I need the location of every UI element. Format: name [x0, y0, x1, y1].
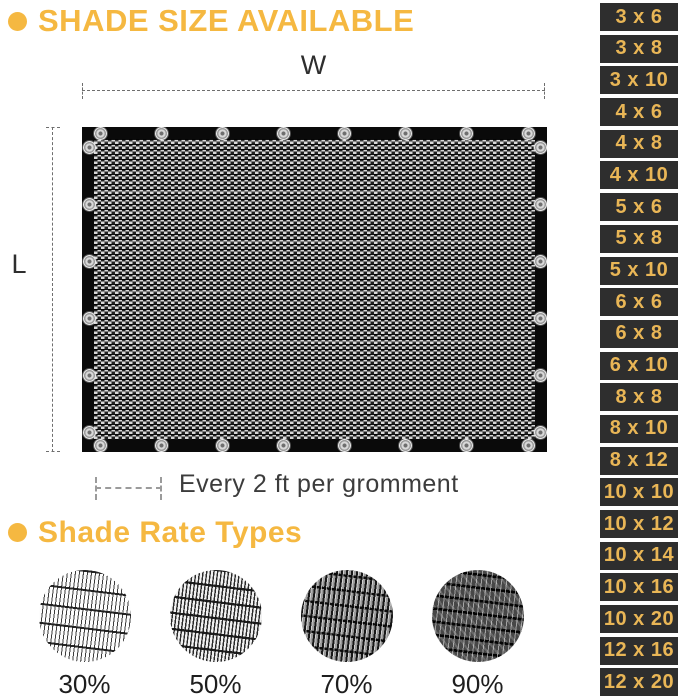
- size-badge: 4 x 6: [600, 98, 678, 126]
- shade-rate-title: Shade Rate Types: [38, 516, 303, 549]
- size-available-title: SHADE SIZE AVAILABLE: [38, 3, 415, 38]
- measure-tick-icon: [46, 127, 60, 128]
- size-badge: 12 x 20: [600, 668, 678, 696]
- shade-rate-label: 90%: [451, 669, 504, 698]
- size-badge: 8 x 8: [600, 383, 678, 411]
- grommet-icon: [399, 439, 412, 452]
- grommet-spacing-bracket: [95, 477, 162, 500]
- size-badge: 4 x 8: [600, 130, 678, 158]
- grommet-icon: [534, 426, 547, 439]
- grommet-icon: [277, 439, 290, 452]
- shade-rate-label: 50%: [189, 669, 242, 698]
- size-badge: 6 x 10: [600, 352, 678, 380]
- grommet-icon: [83, 141, 96, 154]
- shade-rate-sample: [169, 570, 262, 698]
- grommet-icon: [534, 369, 547, 382]
- size-available-heading: [8, 4, 414, 39]
- grommet-icon: [534, 312, 547, 325]
- width-label: W: [300, 50, 327, 80]
- size-badge: 6 x 6: [600, 288, 678, 316]
- size-badge: 8 x 10: [600, 415, 678, 443]
- size-list: [600, 3, 678, 696]
- size-badge: 5 x 6: [600, 193, 678, 221]
- grommet-icon: [534, 141, 547, 154]
- bracket-tick-icon: [95, 477, 97, 500]
- grommet-icon: [83, 369, 96, 382]
- grommet-icon: [338, 439, 351, 452]
- size-badge: 10 x 14: [600, 542, 678, 570]
- width-measure-line: [82, 90, 545, 91]
- size-badge: 10 x 10: [600, 478, 678, 506]
- grommet-icon: [83, 312, 96, 325]
- length-label: L: [11, 249, 27, 279]
- grommet-spacing-note: Every 2 ft per gromment: [179, 470, 459, 498]
- grommet-icon: [155, 439, 168, 452]
- shade-rate-sample: [431, 570, 524, 698]
- length-measure-line: [52, 127, 53, 452]
- bullet-dot-icon: [8, 12, 27, 31]
- bullet-dot-icon: [8, 523, 27, 542]
- bracket-line-icon: [95, 487, 162, 489]
- size-badge: 3 x 6: [600, 3, 678, 31]
- size-badge: 10 x 16: [600, 573, 678, 601]
- size-badge: 3 x 8: [600, 35, 678, 63]
- size-badge: 5 x 8: [600, 225, 678, 253]
- grommet-icon: [83, 198, 96, 211]
- grommet-icon: [277, 127, 290, 140]
- grommet-icon: [216, 127, 229, 140]
- size-badge: 5 x 10: [600, 257, 678, 285]
- grommet-icon: [460, 127, 473, 140]
- shade-rate-label: 30%: [58, 669, 111, 698]
- grommet-icon: [522, 439, 535, 452]
- size-badge: 10 x 12: [600, 510, 678, 538]
- measure-tick-icon: [82, 83, 83, 99]
- grommet-icon: [94, 127, 107, 140]
- grommet-icon: [94, 439, 107, 452]
- grommet-icon: [534, 198, 547, 211]
- mesh-sample-30-icon: [39, 570, 131, 662]
- shade-mesh-texture: [94, 139, 535, 440]
- measure-tick-icon: [544, 83, 545, 99]
- shade-rate-sample: [300, 570, 393, 698]
- size-badge: 6 x 8: [600, 320, 678, 348]
- grommet-icon: [83, 255, 96, 268]
- size-badge: 10 x 20: [600, 605, 678, 633]
- grommet-icon: [155, 127, 168, 140]
- shade-rate-sample: [38, 570, 131, 698]
- size-badge: 12 x 16: [600, 637, 678, 665]
- grommet-icon: [522, 127, 535, 140]
- grommet-icon: [534, 255, 547, 268]
- size-badge: 4 x 10: [600, 161, 678, 189]
- shade-net: [82, 127, 547, 452]
- mesh-sample-70-icon: [301, 570, 393, 662]
- mesh-sample-50-icon: [170, 570, 262, 662]
- grommet-icon: [460, 439, 473, 452]
- size-badge: 8 x 12: [600, 447, 678, 475]
- grommet-icon: [338, 127, 351, 140]
- mesh-sample-90-icon: [432, 570, 524, 662]
- grommet-icon: [399, 127, 412, 140]
- bracket-tick-icon: [160, 477, 162, 500]
- shade-rate-samples: [38, 570, 524, 698]
- shade-rate-label: 70%: [320, 669, 373, 698]
- shade-rate-heading: [8, 516, 302, 550]
- measure-tick-icon: [46, 451, 60, 452]
- grommet-icon: [216, 439, 229, 452]
- size-badge: 3 x 10: [600, 66, 678, 94]
- grommet-icon: [83, 426, 96, 439]
